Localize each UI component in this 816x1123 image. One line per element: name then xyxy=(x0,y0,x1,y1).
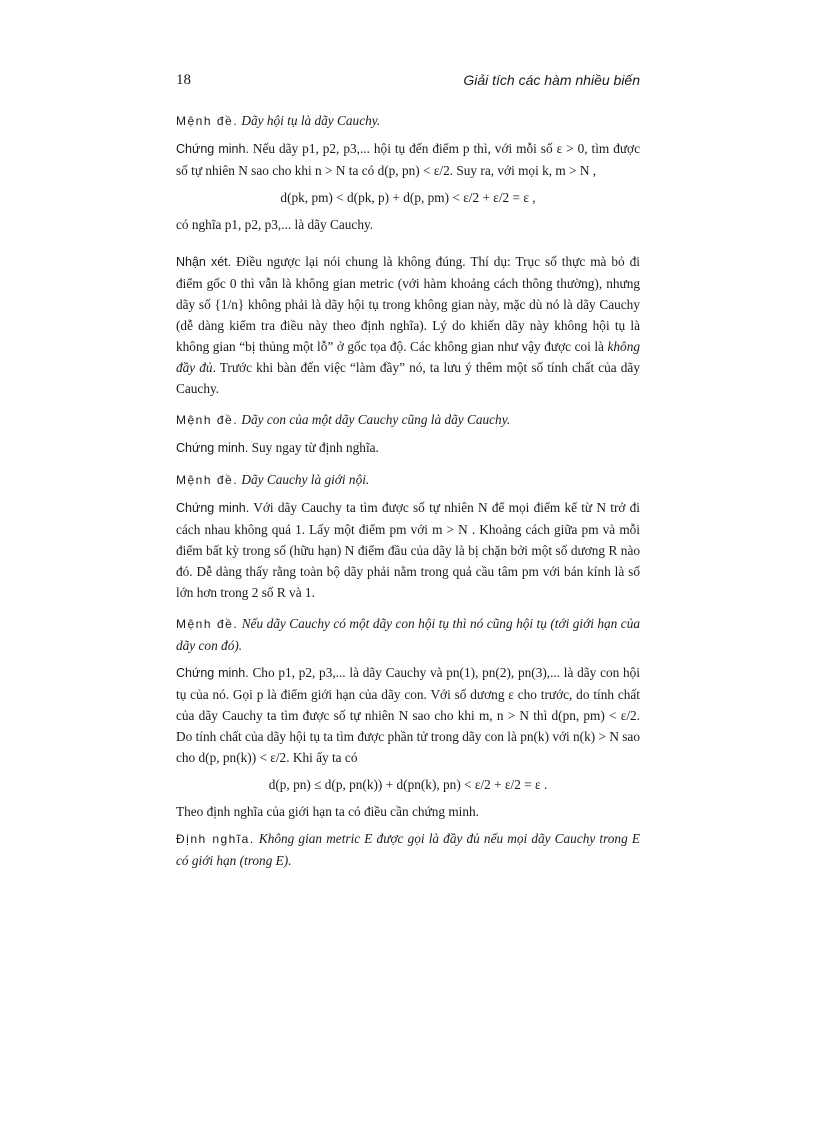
remark-text: Điều ngược lại nói chung là không đúng. Thí dụ: Trục số thực mà bỏ đi điểm gốc 0 thì vẫn là không gian metric (với hàm khoảng cách thông thường), nhưng dãy số xyxy=(176,254,641,312)
proposition-statement: Dãy hội tụ là dãy Cauchy. xyxy=(241,113,381,128)
proposition-4 xyxy=(176,613,640,656)
definition-text: Không gian metric E được gọi là đầy đủ nếu mọi dãy Cauchy trong E có giới hạn (trong E). xyxy=(176,831,640,868)
page-number: 18 xyxy=(176,72,191,88)
proof-label: Chứng minh. xyxy=(176,441,249,455)
proof-conclusion: Theo định nghĩa của giới hạn ta có điều cần chứng minh. xyxy=(176,804,479,819)
running-header-title: Giải tích các hàm nhiều biến xyxy=(463,72,640,88)
proposition-label: Mệnh đề. xyxy=(176,114,239,128)
definition-label: Định nghĩa. xyxy=(176,832,255,846)
proof-label: Chứng minh. xyxy=(176,666,249,680)
page-body xyxy=(176,110,640,871)
proof-label: Chứng minh. xyxy=(176,501,250,515)
sequence-one-over-n: {1/n} xyxy=(214,297,245,312)
proposition-2 xyxy=(176,409,640,431)
remark-italic-term: không đầy đủ xyxy=(176,339,640,375)
remark-label: Nhận xét. xyxy=(176,255,232,269)
proposition-statement: Dãy con của một dãy Cauchy cũng là dãy Cauchy. xyxy=(241,412,511,427)
remark xyxy=(176,251,640,399)
proof-3 xyxy=(176,497,640,603)
proposition-label: Mệnh đề. xyxy=(176,413,239,427)
remark-text-3: . Trước khi bàn đến việc “làm đầy” nó, ta lưu ý thêm một số tính chất của dãy Cauchy. xyxy=(176,360,640,396)
proof-conclusion: có nghĩa p1, p2, p3,... là dãy Cauchy. xyxy=(176,217,374,232)
proof-text: Cho p1, p2, p3,... là dãy Cauchy và pn(1), pn(2), pn(3),... là dãy con hội tụ của nó. Gọi p là điểm giới hạn của dãy con. Với số dương ε cho trước, do tính chất của dãy Cauchy ta tìm được số tự nhiên N sao cho khi m, n > N thì d(pn, pm) < ε/2. Do tính chất của dãy hội tụ ta tìm được phần tử trong dãy con là pn(k) với n(k) > N sao cho d(p, pn(k)) < ε/2. Khi ấy ta có xyxy=(176,665,640,765)
proof-1 xyxy=(176,138,640,181)
remark-text-2: không phải là dãy hội tụ trong không gian này, mặc dù nó là dãy Cauchy (dễ dàng kiểm tra điều này theo định nghĩa). Lý do khiến dãy này không hội tụ là không gian “bị thủng một lỗ” ở gốc tọa độ. Các không gian như vậy được coi là xyxy=(176,297,640,354)
proof-text: Với dãy Cauchy ta tìm được số tự nhiên N để mọi điểm kể từ N trở đi cách nhau không quá 1. Lấy một điểm pm với m > N . Khoảng cách giữa pm và mỗi điểm bất kỳ trong số (hữu hạn) N điểm đầu của dãy là bị chặn bởi một số dương R nào đó. Dễ dàng thấy rằng toàn bộ dãy phải nằm trong quả cầu tâm pm với bán kính là số lớn hơn trong 2 số R và 1. xyxy=(176,500,640,600)
proposition-1 xyxy=(176,110,640,132)
proof-text: Suy ngay từ định nghĩa. xyxy=(251,440,379,455)
proposition-statement: Dãy Cauchy là giới nội. xyxy=(241,472,370,487)
proposition-label: Mệnh đề. xyxy=(176,617,239,631)
proof-text: Nếu dãy p1, p2, p3,... hội tụ đến điểm p thì, với mỗi số ε > 0, tìm được số tự nhiên N sao cho khi n > N ta có d(p, pn) < ε/2. Suy ra, với mọi k, m > N , xyxy=(176,141,640,178)
proposition-statement: Nếu dãy Cauchy có một dãy con hội tụ thì nó cũng hội tụ (tới giới hạn của dãy con đó). xyxy=(176,616,640,653)
proof-4 xyxy=(176,662,640,768)
proof-2 xyxy=(176,437,640,459)
equation-limit: d(p, pn) ≤ d(p, pn(k)) + d(pn(k), pn) < ε/2 + ε/2 = ε . xyxy=(268,777,548,792)
proposition-label: Mệnh đề. xyxy=(176,473,239,487)
definition xyxy=(176,828,640,871)
proof-label: Chứng minh. xyxy=(176,142,249,156)
equation-triangle-inequality: d(pk, pm) < d(pk, p) + d(p, pm) < ε/2 + ε/2 = ε , xyxy=(280,190,536,205)
proposition-3 xyxy=(176,469,640,491)
